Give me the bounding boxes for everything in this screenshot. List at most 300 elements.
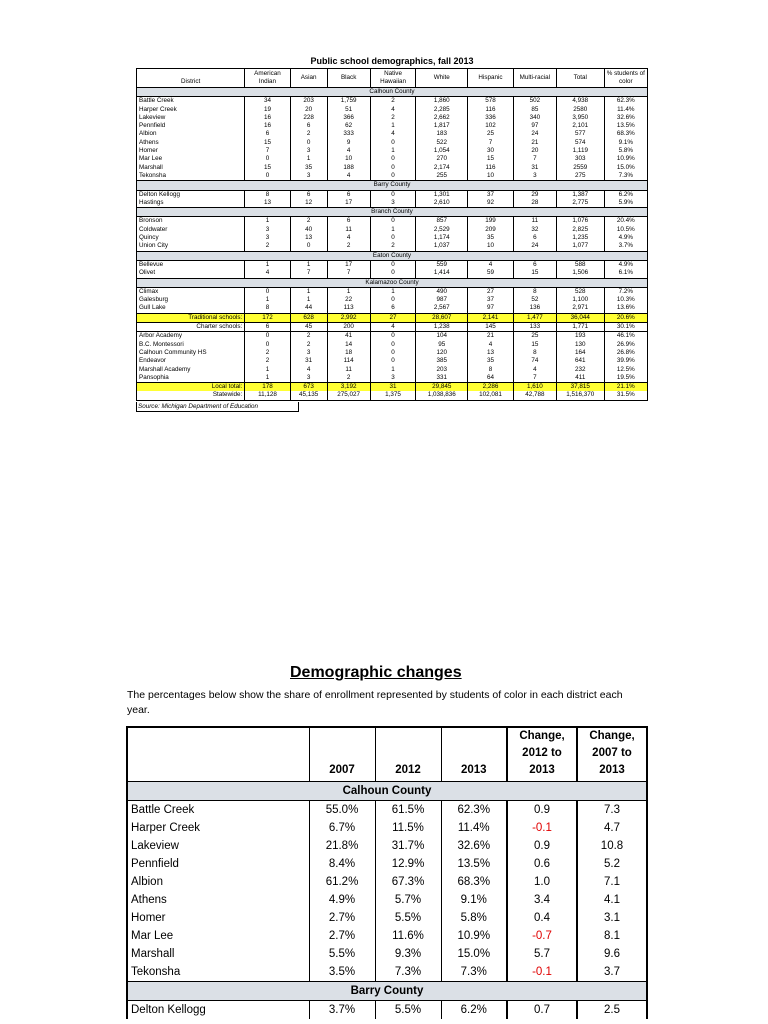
table-cell: 31.7% <box>375 837 441 855</box>
table-cell: 4.7 <box>577 819 647 837</box>
table-cell: 1,174 <box>416 234 468 242</box>
table-cell: 4 <box>245 269 290 278</box>
table-cell: 0 <box>245 341 290 349</box>
table-cell: 4.9% <box>309 891 375 909</box>
source-note: Source: Michigan Department of Education <box>136 402 299 412</box>
table-cell: 4 <box>290 366 327 374</box>
table-row <box>137 147 648 155</box>
table-cell: 35 <box>468 357 513 365</box>
table-cell: 7.3 <box>577 801 647 820</box>
table-cell: 588 <box>557 260 605 269</box>
table-cell: 13 <box>290 234 327 242</box>
district-name: Homer <box>127 909 309 927</box>
table-row <box>137 287 648 296</box>
table-row <box>137 304 648 313</box>
table-cell: 1,387 <box>557 190 605 199</box>
table-cell: 628 <box>290 313 327 322</box>
table-cell: 16 <box>245 114 290 122</box>
table-cell: 203 <box>416 366 468 374</box>
table-cell: 209 <box>468 226 513 234</box>
table-row <box>137 242 648 251</box>
table-cell: 199 <box>468 217 513 226</box>
table-cell: 0 <box>245 172 290 181</box>
table-cell: 2,285 <box>416 106 468 114</box>
year-header: Change, 2012 to 2013 <box>507 727 577 782</box>
table-cell: 12 <box>290 199 327 208</box>
table-cell: 2.7% <box>309 909 375 927</box>
table-cell: 3,192 <box>327 383 370 392</box>
table-cell: 1 <box>327 287 370 296</box>
table-cell: 4 <box>327 147 370 155</box>
table-row <box>137 139 648 147</box>
table-cell: 0 <box>370 234 415 242</box>
table-cell: 15 <box>468 155 513 163</box>
district-name: Charter schools: <box>137 323 245 332</box>
table-cell: 4 <box>370 130 415 138</box>
table-cell: 74 <box>513 357 556 365</box>
table-cell: 673 <box>290 383 327 392</box>
table-cell: 31 <box>513 164 556 172</box>
table-cell: 41 <box>327 332 370 341</box>
table-cell: 21.8% <box>309 837 375 855</box>
table-cell: 385 <box>416 357 468 365</box>
table-cell: 3.1 <box>577 909 647 927</box>
table-cell: 4 <box>513 366 556 374</box>
table-cell: 1 <box>245 296 290 304</box>
table-cell: 1.0 <box>507 873 577 891</box>
table-cell: -0.1 <box>507 819 577 837</box>
district-name: B.C. Montessori <box>137 341 245 349</box>
district-name: Lakeview <box>137 114 245 122</box>
column-header: Black <box>327 69 370 88</box>
table-cell: 37 <box>468 296 513 304</box>
district-name: Lakeview <box>127 837 309 855</box>
column-header: Hispanic <box>468 69 513 88</box>
table-cell: 28,607 <box>416 313 468 322</box>
table-cell: 32.6% <box>441 837 507 855</box>
district-name: Harper Creek <box>127 819 309 837</box>
table-cell: 3 <box>245 226 290 234</box>
table-row <box>127 819 647 837</box>
table-cell: 14 <box>327 341 370 349</box>
table-cell: 1 <box>290 155 327 163</box>
table-cell: 7 <box>468 139 513 147</box>
table-cell: 2 <box>327 374 370 383</box>
table-cell: 0.9 <box>507 801 577 820</box>
table-cell: 303 <box>557 155 605 163</box>
table-cell: 1,759 <box>327 97 370 106</box>
table-row <box>137 155 648 163</box>
table-cell: 275,027 <box>327 391 370 400</box>
table-cell: 172 <box>245 313 290 322</box>
table-cell: 31 <box>290 357 327 365</box>
county-label: Barry County <box>137 181 648 190</box>
table-cell: 104 <box>416 332 468 341</box>
table-cell: 1,038,836 <box>416 391 468 400</box>
table-cell: 120 <box>416 349 468 357</box>
table-cell: 9.1% <box>441 891 507 909</box>
table-cell: 255 <box>416 172 468 181</box>
table-cell: 574 <box>557 139 605 147</box>
table-row <box>137 114 648 122</box>
table-cell: 11.5% <box>375 819 441 837</box>
district-name: Local total: <box>137 383 245 392</box>
table-cell: 2 <box>370 242 415 251</box>
district-name: Climax <box>137 287 245 296</box>
year-header: 2007 <box>309 727 375 782</box>
table-cell: 2 <box>327 242 370 251</box>
table-cell: 7.1 <box>577 873 647 891</box>
table-cell: 3 <box>370 374 415 383</box>
table-row <box>127 927 647 945</box>
table-cell: 31.5% <box>604 391 647 400</box>
county-row <box>127 982 647 1001</box>
table-cell: 228 <box>290 114 327 122</box>
district-name: Quincy <box>137 234 245 242</box>
column-header: Native Hawaiian <box>370 69 415 88</box>
table-cell: 97 <box>513 122 556 130</box>
table-row <box>137 332 648 341</box>
table-cell: 0 <box>370 217 415 226</box>
table-cell: 0 <box>290 139 327 147</box>
table-cell: 10 <box>327 155 370 163</box>
table-cell: 3 <box>513 172 556 181</box>
column-header: Total <box>557 69 605 88</box>
table-cell: 2,529 <box>416 226 468 234</box>
table-cell: 40 <box>290 226 327 234</box>
table-cell: 37,815 <box>557 383 605 392</box>
district-name: Homer <box>137 147 245 155</box>
table-row <box>137 357 648 365</box>
table-cell: 7.2% <box>604 287 647 296</box>
table-cell: 17 <box>327 260 370 269</box>
table-cell: 7 <box>327 269 370 278</box>
table-cell: 20.6% <box>604 313 647 322</box>
table-cell: 36,044 <box>557 313 605 322</box>
table-cell: 5.8% <box>604 147 647 155</box>
county-label: Barry County <box>127 982 647 1001</box>
table-cell: 2 <box>245 357 290 365</box>
table-cell: 26.9% <box>604 341 647 349</box>
table-cell: 1,301 <box>416 190 468 199</box>
table-cell: 331 <box>416 374 468 383</box>
district-name: Battle Creek <box>137 97 245 106</box>
table-cell: 6 <box>513 260 556 269</box>
county-label: Kalamazoo County <box>137 278 648 287</box>
table-cell: 10.9% <box>441 927 507 945</box>
table-cell: 1 <box>370 366 415 374</box>
table-cell: 130 <box>557 341 605 349</box>
table-cell: 97 <box>468 304 513 313</box>
table-cell: 62 <box>327 122 370 130</box>
table-cell: 1,235 <box>557 234 605 242</box>
table-cell: 0.9 <box>507 837 577 855</box>
table-cell: 12.9% <box>375 855 441 873</box>
table-cell: 46.1% <box>604 332 647 341</box>
table-cell: 45 <box>290 323 327 332</box>
table-row <box>127 891 647 909</box>
table-cell: 3.4 <box>507 891 577 909</box>
header-district: District <box>137 69 245 88</box>
table-cell: 0 <box>370 155 415 163</box>
table-cell: 7 <box>513 155 556 163</box>
table-row <box>137 374 648 383</box>
table-cell: 1 <box>245 217 290 226</box>
table-cell: 178 <box>245 383 290 392</box>
table-title: Public school demographics, fall 2013 <box>310 56 474 66</box>
table-row <box>137 97 648 106</box>
table-cell: 2,825 <box>557 226 605 234</box>
table-cell: 578 <box>468 97 513 106</box>
table-cell: 12.5% <box>604 366 647 374</box>
table-cell: 2,286 <box>468 383 513 392</box>
district-name: Tekonsha <box>137 172 245 181</box>
table-row <box>137 130 648 138</box>
table-cell: 1,077 <box>557 242 605 251</box>
table-cell: 15.0% <box>604 164 647 172</box>
table-cell: 6 <box>370 304 415 313</box>
table-cell: 24 <box>513 130 556 138</box>
table-cell: 0 <box>370 269 415 278</box>
district-name: Coldwater <box>137 226 245 234</box>
table-cell: 275 <box>557 172 605 181</box>
table-cell: -0.7 <box>507 927 577 945</box>
table-cell: 0.7 <box>507 1001 577 1020</box>
table-row <box>127 855 647 873</box>
table-cell: 1,054 <box>416 147 468 155</box>
district-name: Athens <box>127 891 309 909</box>
district-name: Olivet <box>137 269 245 278</box>
table-cell: 1,477 <box>513 313 556 322</box>
table-cell: 21 <box>468 332 513 341</box>
table-row <box>137 122 648 130</box>
table-cell: 1,771 <box>557 323 605 332</box>
table-cell: 6 <box>327 217 370 226</box>
table-cell: 0 <box>245 155 290 163</box>
table-cell: 6 <box>245 323 290 332</box>
table-cell: 15 <box>513 341 556 349</box>
table-cell: 1 <box>370 287 415 296</box>
table-cell: 5.7 <box>507 945 577 963</box>
table-cell: 39.9% <box>604 357 647 365</box>
table-cell: 1 <box>370 122 415 130</box>
table-cell: 11,128 <box>245 391 290 400</box>
column-header: Multi-racial <box>513 69 556 88</box>
table-cell: 10.8 <box>577 837 647 855</box>
table-cell: 15 <box>513 269 556 278</box>
table-cell: 1,119 <box>557 147 605 155</box>
table-cell: 2 <box>290 332 327 341</box>
table-cell: 0.4 <box>507 909 577 927</box>
table-cell: 5.9% <box>604 199 647 208</box>
table-cell: 30.1% <box>604 323 647 332</box>
table-cell: 6.2% <box>604 190 647 199</box>
table-cell: 37 <box>468 190 513 199</box>
table-cell: 27 <box>370 313 415 322</box>
table-cell: 25 <box>468 130 513 138</box>
table-cell: 4 <box>327 234 370 242</box>
table-row <box>127 801 647 820</box>
table-cell: 8 <box>513 287 556 296</box>
county-label: Eaton County <box>137 251 648 260</box>
table-cell: 9 <box>327 139 370 147</box>
county-row <box>127 782 647 801</box>
table-row <box>137 313 648 322</box>
table-cell: 136 <box>513 304 556 313</box>
district-name: Gull Lake <box>137 304 245 313</box>
table-cell: 32.6% <box>604 114 647 122</box>
table-cell: 366 <box>327 114 370 122</box>
table-cell: 1 <box>370 147 415 155</box>
table-row <box>137 383 648 392</box>
table-cell: 1,375 <box>370 391 415 400</box>
table-cell: 0 <box>245 332 290 341</box>
table-row <box>127 837 647 855</box>
table-cell: 3 <box>290 349 327 357</box>
table-cell: 0 <box>370 332 415 341</box>
district-name: Marshall <box>127 945 309 963</box>
table-cell: 2580 <box>557 106 605 114</box>
table-cell: 528 <box>557 287 605 296</box>
district-name: Arbor Academy <box>137 332 245 341</box>
header-district-blank <box>127 727 309 782</box>
table-cell: 32 <box>513 226 556 234</box>
changes-table <box>126 726 648 1019</box>
table-cell: 1 <box>290 287 327 296</box>
table-cell: 10.3% <box>604 296 647 304</box>
table-cell: 1,037 <box>416 242 468 251</box>
table-cell: 24 <box>513 242 556 251</box>
table-cell: 577 <box>557 130 605 138</box>
table-cell: 5.5% <box>375 909 441 927</box>
table-cell: 4 <box>370 106 415 114</box>
table-cell: 1,516,370 <box>557 391 605 400</box>
table-cell: 4.1 <box>577 891 647 909</box>
table-row <box>127 963 647 982</box>
column-header: American Indian <box>245 69 290 88</box>
district-name: Delton Kellogg <box>127 1001 309 1020</box>
table-cell: 145 <box>468 323 513 332</box>
table-cell: 113 <box>327 304 370 313</box>
table-cell: 20 <box>290 106 327 114</box>
table-cell: 3.7% <box>309 1001 375 1020</box>
table-row <box>127 873 647 891</box>
table-cell: 11 <box>327 366 370 374</box>
table-cell: 11.6% <box>375 927 441 945</box>
column-header: White <box>416 69 468 88</box>
district-name: Union City <box>137 242 245 251</box>
demographics-table <box>136 68 648 401</box>
table-cell: 164 <box>557 349 605 357</box>
table-cell: 85 <box>513 106 556 114</box>
table-cell: 4 <box>370 323 415 332</box>
table-cell: 1,860 <box>416 97 468 106</box>
table-cell: 0 <box>290 242 327 251</box>
column-header: % students of color <box>604 69 647 88</box>
table-cell: 114 <box>327 357 370 365</box>
table-cell: 11.4% <box>441 819 507 837</box>
table-cell: 15 <box>245 164 290 172</box>
table-row <box>137 366 648 374</box>
table-cell: 411 <box>557 374 605 383</box>
table-cell: 3 <box>245 234 290 242</box>
table-cell: 21.1% <box>604 383 647 392</box>
table-cell: 95 <box>416 341 468 349</box>
table-cell: 21 <box>513 139 556 147</box>
district-name: Marshall <box>137 164 245 172</box>
district-name: Harper Creek <box>137 106 245 114</box>
table-cell: 0 <box>245 287 290 296</box>
table-cell: 857 <box>416 217 468 226</box>
table-cell: 2,662 <box>416 114 468 122</box>
table-cell: 232 <box>557 366 605 374</box>
table-cell: 3 <box>290 374 327 383</box>
table-cell: 193 <box>557 332 605 341</box>
county-label: Calhoun County <box>137 88 648 97</box>
table-cell: 31 <box>370 383 415 392</box>
table-row <box>137 323 648 332</box>
table-cell: 6 <box>290 190 327 199</box>
district-name: Tekonsha <box>127 963 309 982</box>
table-cell: 42,788 <box>513 391 556 400</box>
table-cell: 1 <box>245 366 290 374</box>
changes-title: Demographic changes <box>290 664 462 681</box>
table-cell: 8.4% <box>309 855 375 873</box>
table-cell: 5.2 <box>577 855 647 873</box>
table-cell: 0.6 <box>507 855 577 873</box>
table-row <box>137 269 648 278</box>
table-cell: 11 <box>327 226 370 234</box>
table-cell: 4 <box>327 172 370 181</box>
table-cell: 116 <box>468 164 513 172</box>
table-cell: 68.3% <box>604 130 647 138</box>
table-cell: 0 <box>370 260 415 269</box>
table-cell: 68.3% <box>441 873 507 891</box>
table-cell: 0 <box>370 172 415 181</box>
table-cell: 35 <box>468 234 513 242</box>
table-cell: 8.1 <box>577 927 647 945</box>
table-cell: 0 <box>370 296 415 304</box>
table-cell: 6 <box>290 122 327 130</box>
table-cell: 44 <box>290 304 327 313</box>
table-cell: 20.4% <box>604 217 647 226</box>
table-cell: 9.6 <box>577 945 647 963</box>
table-cell: 16 <box>245 122 290 130</box>
district-name: Pennfield <box>127 855 309 873</box>
table-cell: 2,610 <box>416 199 468 208</box>
district-name: Endeavor <box>137 357 245 365</box>
table-cell: 336 <box>468 114 513 122</box>
table-row <box>127 909 647 927</box>
table-cell: 1,100 <box>557 296 605 304</box>
table-cell: 0 <box>370 164 415 172</box>
year-header: Change, 2007 to 2013 <box>577 727 647 782</box>
table-cell: 3 <box>290 172 327 181</box>
column-header: Asian <box>290 69 327 88</box>
district-name: Mar Lee <box>137 155 245 163</box>
table-cell: 6.1% <box>604 269 647 278</box>
county-row <box>137 251 648 260</box>
district-name: Calhoun Community HS <box>137 349 245 357</box>
table-cell: 64 <box>468 374 513 383</box>
table-cell: 9.1% <box>604 139 647 147</box>
table-header-row <box>137 69 648 88</box>
district-name: Mar Lee <box>127 927 309 945</box>
table-cell: 522 <box>416 139 468 147</box>
table-cell: 10 <box>468 242 513 251</box>
table-cell: 13.6% <box>604 304 647 313</box>
table-cell: 3 <box>290 147 327 155</box>
